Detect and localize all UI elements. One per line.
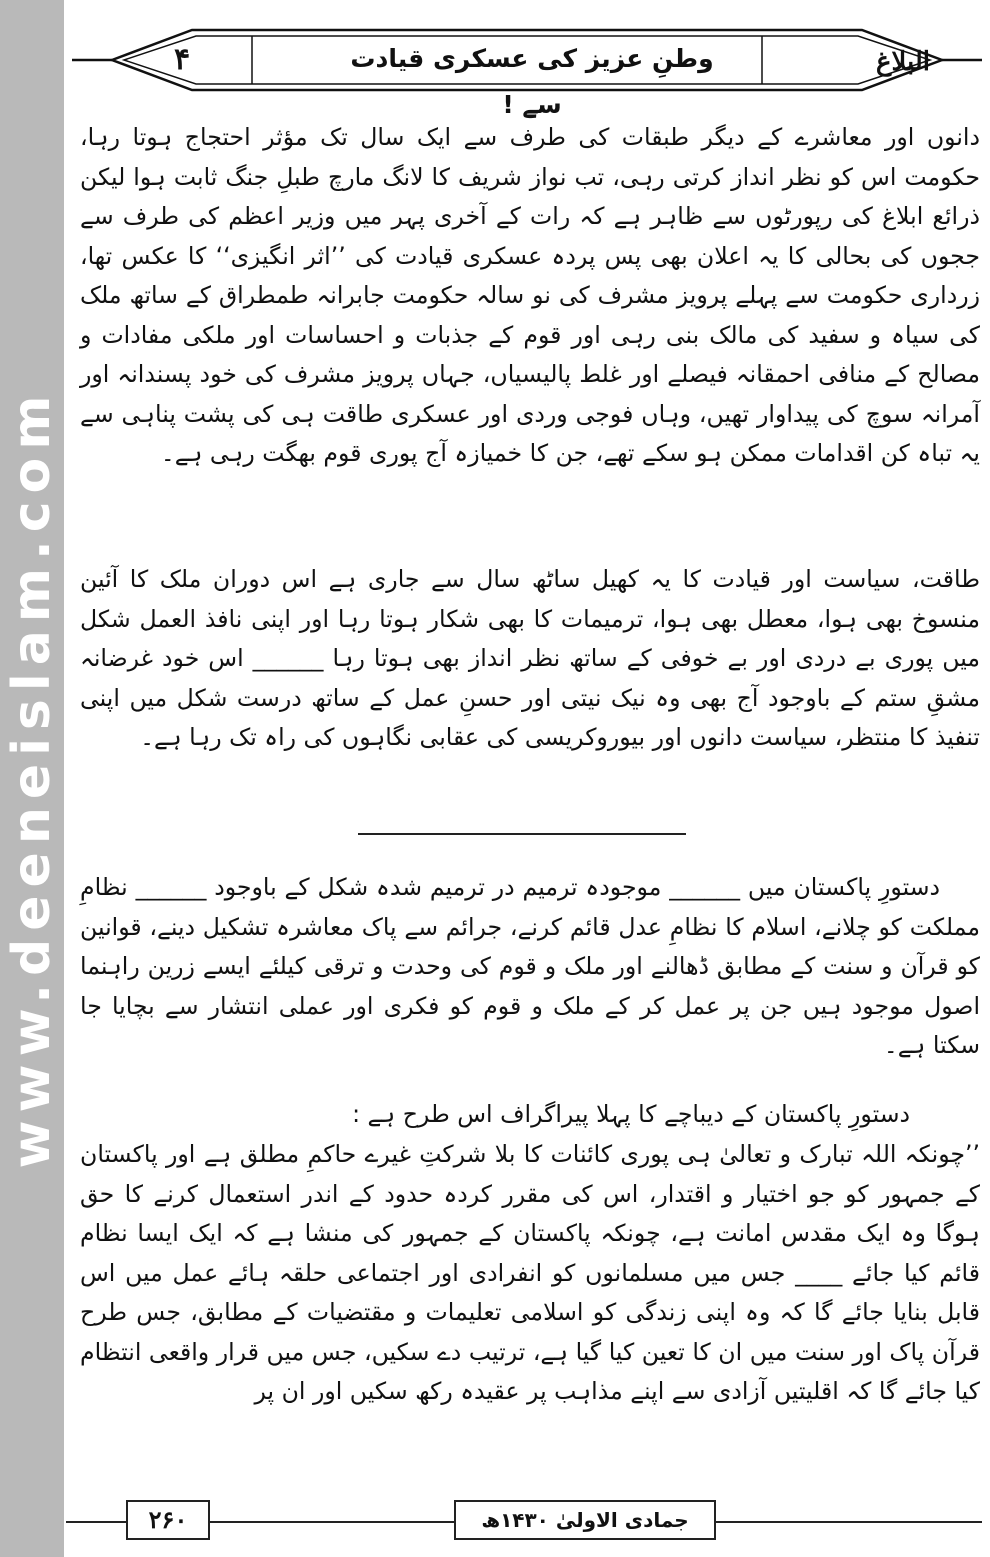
paragraph-2 (80, 560, 980, 758)
paragraph-5-quote (80, 1135, 980, 1412)
magazine-logo: البلاغ (875, 47, 931, 77)
paragraph-2-text: طاقت، سیاست اور قیادت کا یہ کھیل ساٹھ سال سے جاری ہے اس دوران ملک کا آئین منسوخ بھی ہوا، معطل بھی ہوا، ترمیمات کا بھی شکار ہوتا رہا اور اپنی نافذ العمل شکل میں پوری بے دردی اور بے خوفی کے ساتھ نظر انداز بھی ہوتا رہا ______ اس خود غرضانہ مشقِ ستم کے باوجود آج بھی وہ نیک نیتی اور حسنِ عمل کے ساتھ درست شکل میں اپنی تنفیذ کا منتظر، سیاست دانوں اور بیوروکریسی کی عقابی نگاہوں کی راہ تک رہا ہے۔ (80, 565, 980, 751)
footer-page-number: ۲۶۰ (126, 1500, 210, 1540)
footer-issue-date: جمادی الاولیٰ ۱۴۳۰ھ (454, 1500, 716, 1540)
paragraph-3 (80, 868, 980, 1066)
page-header (72, 14, 982, 119)
paragraph-5-text: ’’چونکہ اللہ تبارک و تعالیٰ ہی پوری کائنات کا بلا شرکتِ غیرے حاکمِ مطلق ہے اور پاکستان کے جمہور کو جو اختیار و اقتدار، اس کی مقرر کردہ حدود کے اندر استعمال کرنے کا حق ہوگا وہ ایک مقدس امانت ہے، چونکہ پاکستان کے جمہور کی منشا ہے کہ ایک ایسا نظام قائم کیا جائے ____ جس میں مسلمانوں کو انفرادی اور اجتماعی حلقہ ہائے عمل میں اس قابل بنایا جائے گا کہ وہ اپنی زندگی کو اسلامی تعلیمات و مقتضیات کے مطابق، جس طرح قرآن پاک اور سنت میں ان کا تعین کیا گیا ہے، ترتیب دے سکیں، جس میں قرار واقعی انتظام کیا جائے گا کہ اقلیتیں آزادی سے اپنے مذاہب پر عقیدہ رکھ سکیں اور ان پر (80, 1140, 980, 1405)
site-watermark: www.deeneislam.com (2, 387, 62, 1169)
section-divider (358, 833, 686, 835)
footer-rule-left (66, 1521, 126, 1523)
watermark-strip (0, 0, 64, 1557)
header-title: وطنِ عزیز کی عسکری قیادت سے ! (350, 44, 714, 119)
footer-rule-right (716, 1521, 982, 1523)
paragraph-1-text: دانوں اور معاشرے کے دیگر طبقات کی طرف سے ایک سال تک مؤثر احتجاج ہوتا رہا، حکومت اس کو نظر انداز کرتی رہی، تب نواز شریف کا لانگ مارچ طبلِ جنگ ثابت ہوا لیکن ذرائع ابلاغ کی رپورٹوں سے ظاہر ہے کہ رات کے آخری پہر میں وزیر اعظم کی طرف سے ججوں کی بحالی کا یہ اعلان بھی پس پردہ عسکری قیادت کی ’’اثر انگیزی‘‘ کا عکس تھا، زرداری حکومت سے پہلے پرویز مشرف کی نو سالہ حکومت جابرانہ طمطراق کے ساتھ ملک کی سیاہ و سفید کی مالک بنی رہی اور قوم کے جذبات و احساسات اور ملکی مفادات و مصالح کے منافی احمقانہ فیصلے اور غلط پالیسیاں، جہاں پرویز مشرف کی خود پسندانہ اور آمرانہ سوچ کی پیداوار تھیں، وہاں فوجی وردی اور عسکری طاقت ہی کی پشت پناہی سے یہ تباہ کن اقدامات ممکن ہو سکے تھے، جن کا خمیازہ آج پوری قوم بھگت رہی ہے۔ (80, 123, 980, 467)
paragraph-4-text: دستورِ پاکستان کے دیباچے کا پہلا پیراگراف اس طرح ہے : (352, 1100, 910, 1128)
footer-rule-middle (210, 1521, 454, 1523)
paragraph-3-text: دستورِ پاکستان میں ______ موجودہ ترمیم در ترمیم شدہ شکل کے باوجود ______ نظامِ مملکت کو چلانے، اسلام کا نظامِ عدل قائم کرنے، جرائم سے پاک معاشرہ تشکیل دینے، قوانین کو قرآن و سنت کے مطابق ڈھالنے اور ملک و قوم کی وحدت و ترقی کیلئے ایسے زرین راہنما اصول موجود ہیں جن پر عمل کر کے ملک و قوم کو فکری اور عملی انتشار سے بچایا جا سکتا ہے۔ (80, 873, 980, 1059)
header-page-number: ۴ (173, 42, 191, 77)
paragraph-4 (80, 1095, 980, 1135)
paragraph-1 (80, 118, 980, 474)
